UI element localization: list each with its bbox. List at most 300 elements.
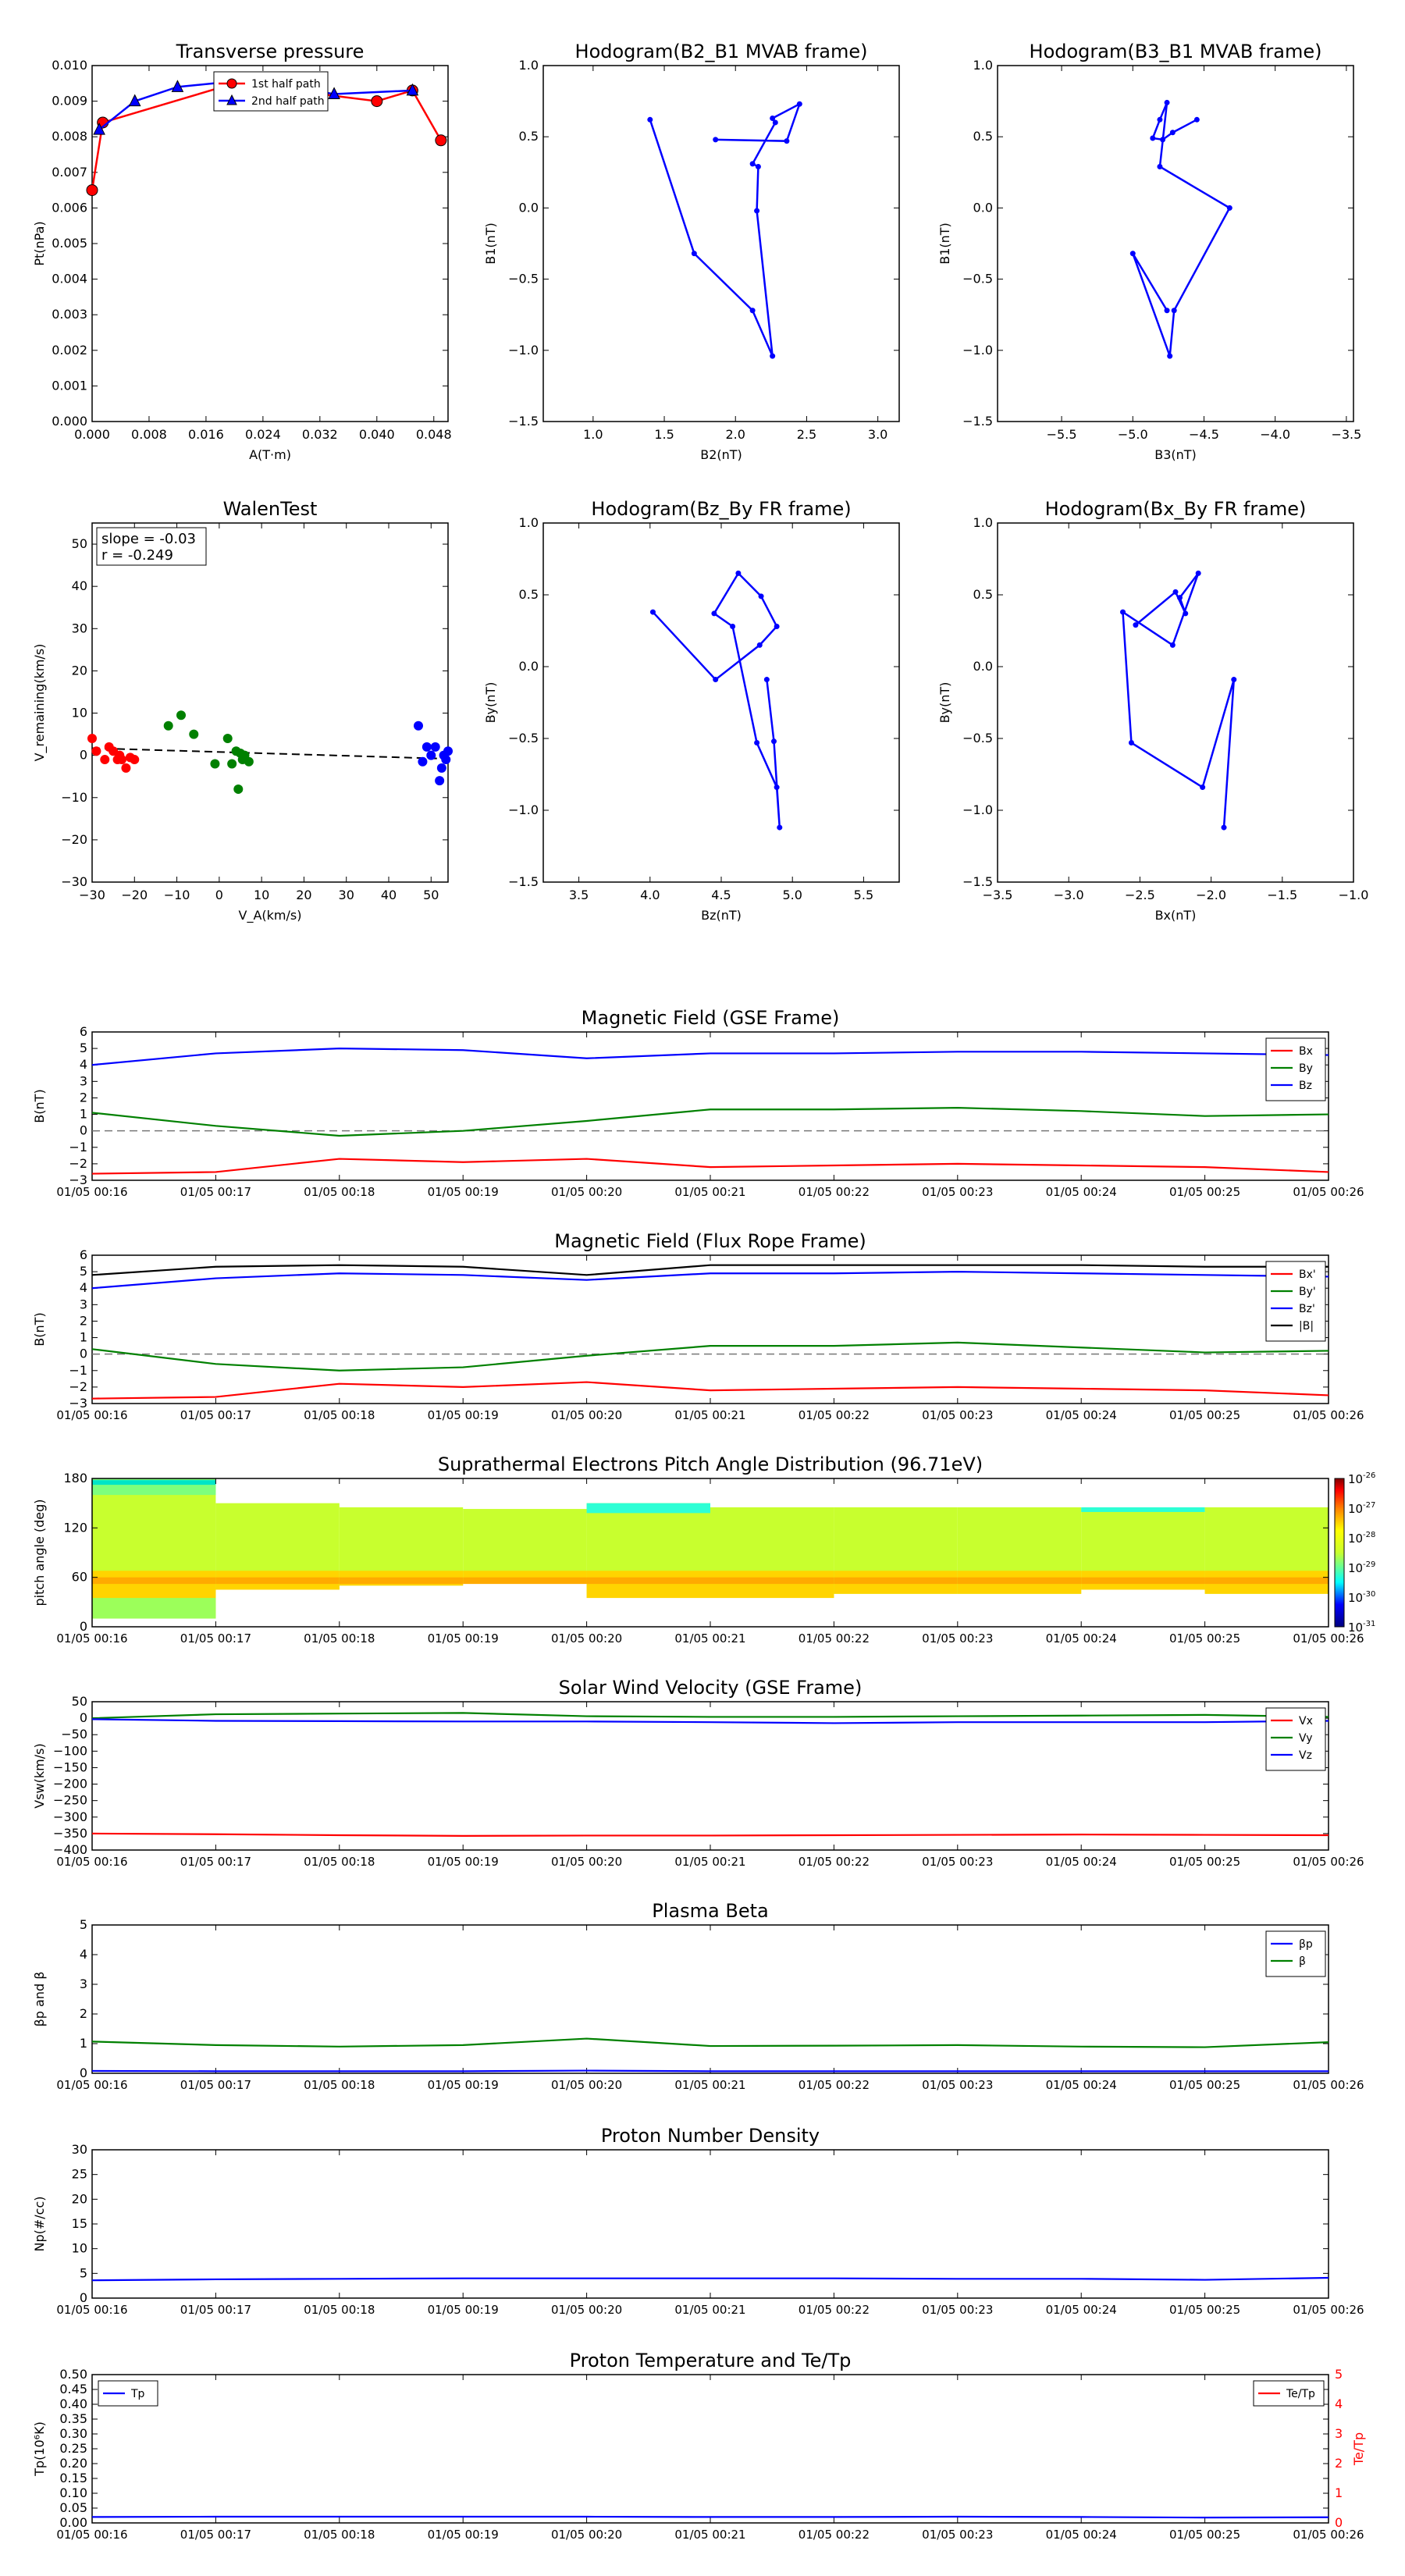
beta-legend-box xyxy=(1266,1931,1325,1976)
hodo4-marker xyxy=(1173,589,1179,595)
walen-ytick-label: 0 xyxy=(79,747,87,763)
mag_fr-ytick-label: 0 xyxy=(79,1346,87,1361)
walen-point xyxy=(117,755,126,764)
hodo3-marker xyxy=(713,677,718,682)
hodo4-marker xyxy=(1183,610,1188,616)
tp-time-label: 01/05 00:23 xyxy=(922,2528,994,2542)
hodo4-xtick-label: −1.0 xyxy=(1338,888,1369,902)
hodo4-ytick-label: 1.0 xyxy=(973,515,993,530)
tp-ytick-label: 0.15 xyxy=(59,2471,87,2485)
vsw-series-Vy xyxy=(92,1713,1329,1718)
hodo1-xlabel: B2(nT) xyxy=(700,447,742,462)
hodo2-axes-frame xyxy=(998,66,1353,422)
vsw-time-label: 01/05 00:21 xyxy=(674,1855,746,1869)
mag_fr-time-label: 01/05 00:25 xyxy=(1168,1408,1241,1422)
hodo3-ytick-label: 1.0 xyxy=(518,515,539,530)
mag_gse-time-label: 01/05 00:19 xyxy=(427,1185,499,1199)
vsw-title: Solar Wind Velocity (GSE Frame) xyxy=(558,1677,863,1699)
vsw-ytick-label: −50 xyxy=(61,1727,87,1742)
hodo3-ylabel: By(nT) xyxy=(483,681,498,724)
vsw-ytick-label: −100 xyxy=(53,1743,87,1759)
walen-ytick-label: −30 xyxy=(61,874,87,889)
vsw-legend-label: Vy xyxy=(1299,1732,1313,1745)
walen-ytick-label: 50 xyxy=(71,536,87,552)
transverse-ytick-label: 0.010 xyxy=(52,58,87,73)
pad-ylabel: pitch angle (deg) xyxy=(32,1499,47,1606)
pad-cell xyxy=(92,1578,215,1584)
vsw-ytick-label: 0 xyxy=(79,1710,87,1726)
vsw-axes-frame xyxy=(92,1702,1329,1850)
pad-cell xyxy=(587,1578,710,1584)
np-ytick-label: 25 xyxy=(71,2166,87,2182)
beta-ytick-label: 0 xyxy=(79,2065,87,2080)
hodo2-ytick-label: 1.0 xyxy=(973,58,993,73)
walen-xtick-label: 0 xyxy=(215,888,223,902)
hodo2-marker xyxy=(1165,100,1170,105)
transverse-ylabel: Pt(nPa) xyxy=(32,221,47,266)
hodo4-ytick-label: 0.0 xyxy=(973,659,993,674)
hodo2-series-line xyxy=(1133,102,1229,356)
hodo2-marker xyxy=(1194,117,1200,123)
mag_gse-time-label: 01/05 00:25 xyxy=(1168,1185,1241,1199)
mag_gse-ytick-label: −2 xyxy=(69,1155,87,1171)
mag_gse-ytick-label: 0 xyxy=(79,1123,87,1138)
hodo1-marker xyxy=(770,116,775,121)
walen-point xyxy=(431,742,440,752)
pad-ytick-label: 120 xyxy=(63,1520,87,1535)
walen-point xyxy=(418,757,427,767)
tp-ytick-label: 0.30 xyxy=(59,2426,87,2441)
tp-ytick-label: 0.05 xyxy=(59,2500,87,2515)
mag_fr-time-label: 01/05 00:19 xyxy=(427,1408,499,1422)
vsw-legend-label: Vz xyxy=(1299,1749,1312,1762)
pad-colorbar xyxy=(1335,1478,1344,1627)
pad-colorbar-tick-label: 10 xyxy=(1348,1591,1364,1605)
hodo3-xtick-label: 5.5 xyxy=(853,888,874,902)
hodo4-ytick-label: −1.5 xyxy=(962,874,993,889)
hodo3-series-line xyxy=(653,573,779,827)
np-time-label: 01/05 00:22 xyxy=(798,2303,870,2317)
mag_gse-legend-label: By xyxy=(1299,1062,1313,1075)
pad-time-label: 01/05 00:22 xyxy=(798,1631,870,1646)
hodo2-xtick-label: −5.5 xyxy=(1046,427,1077,442)
hodo3-marker xyxy=(735,571,741,576)
pad-cell xyxy=(340,1578,463,1584)
beta-time-label: 01/05 00:16 xyxy=(56,2078,128,2092)
walen-xtick-label: 20 xyxy=(296,888,312,902)
mag_fr-ytick-label: 2 xyxy=(79,1313,87,1329)
tp-right-ytick-label: 3 xyxy=(1335,2426,1343,2441)
mag_gse-ytick-label: −3 xyxy=(69,1172,87,1187)
beta-series-β xyxy=(92,2039,1329,2048)
hodo2-marker xyxy=(1170,130,1176,135)
hodo1-ytick-label: −1.0 xyxy=(508,342,539,358)
beta-ytick-label: 1 xyxy=(79,2036,87,2051)
hodo1-marker xyxy=(750,161,756,166)
hodo3-marker xyxy=(730,624,735,629)
mag_fr-ytick-label: −2 xyxy=(69,1379,87,1394)
mag_fr-time-label: 01/05 00:23 xyxy=(922,1408,994,1422)
walen-axes-frame xyxy=(92,523,448,882)
transverse-xtick-label: 0.024 xyxy=(244,427,281,442)
walen-point xyxy=(91,746,101,756)
tp-ytick-label: 0.20 xyxy=(59,2456,87,2471)
vsw-time-label: 01/05 00:20 xyxy=(550,1855,623,1869)
tp-time-label: 01/05 00:17 xyxy=(180,2528,252,2542)
mag_fr-time-label: 01/05 00:18 xyxy=(304,1408,375,1422)
transverse-ytick-label: 0.002 xyxy=(52,342,87,358)
hodo1-marker xyxy=(797,101,802,107)
hodo4-marker xyxy=(1120,610,1126,615)
np-ytick-label: 0 xyxy=(79,2290,87,2305)
mag_gse-time-label: 01/05 00:26 xyxy=(1293,1185,1364,1199)
beta-ylabel: βp and β xyxy=(32,1971,47,2027)
hodo2-marker xyxy=(1172,308,1177,313)
beta-ytick-label: 5 xyxy=(79,1917,87,1932)
hodo4-marker xyxy=(1133,622,1138,628)
mag_gse-ytick-label: −1 xyxy=(69,1139,87,1155)
beta-ytick-label: 2 xyxy=(79,2006,87,2021)
hodo1-marker xyxy=(770,354,775,359)
walen-fit-line xyxy=(92,748,448,759)
pad-cell xyxy=(92,1598,215,1618)
tp-time-label: 01/05 00:20 xyxy=(550,2528,623,2542)
vsw-ytick-label: −400 xyxy=(53,1842,87,1857)
transverse-marker xyxy=(87,185,98,196)
pad-ytick-label: 60 xyxy=(71,1569,87,1585)
hodo1-axes-frame xyxy=(543,66,899,422)
mag_gse-title: Magnetic Field (GSE Frame) xyxy=(581,1007,840,1029)
np-ylabel: Np(#/cc) xyxy=(32,2196,47,2252)
mag_gse-time-label: 01/05 00:20 xyxy=(550,1185,623,1199)
mag_fr-time-label: 01/05 00:24 xyxy=(1045,1408,1117,1422)
walen-ytick-label: −10 xyxy=(61,789,87,805)
mag_fr-ylabel: B(nT) xyxy=(32,1312,47,1347)
transverse-ytick-label: 0.000 xyxy=(52,414,87,429)
np-ytick-label: 5 xyxy=(79,2265,87,2281)
mag_fr-series-Bz' xyxy=(92,1272,1329,1288)
np-time-label: 01/05 00:21 xyxy=(674,2303,746,2317)
hodo1-ytick-label: 0.0 xyxy=(518,200,539,215)
hodo3-xtick-label: 5.0 xyxy=(782,888,802,902)
hodo3-xtick-label: 4.5 xyxy=(711,888,731,902)
mag_fr-series-By' xyxy=(92,1343,1329,1371)
walen-xtick-label: 10 xyxy=(253,888,270,902)
mag_gse-legend-label: Bx xyxy=(1299,1045,1313,1058)
vsw-series-Vx xyxy=(92,1834,1329,1836)
tp-ytick-label: 0.40 xyxy=(59,2396,87,2411)
tp-ytick-label: 0.50 xyxy=(59,2367,87,2382)
np-time-label: 01/05 00:25 xyxy=(1168,2303,1241,2317)
transverse-title: Transverse pressure xyxy=(176,41,365,62)
mag_gse-series-By xyxy=(92,1108,1329,1136)
walen-point xyxy=(441,755,450,764)
beta-time-label: 01/05 00:19 xyxy=(427,2078,499,2092)
walen-point xyxy=(443,746,453,756)
hodo3-ytick-label: −0.5 xyxy=(508,731,539,745)
tp-ytick-label: 0.00 xyxy=(59,2515,87,2530)
mag_gse-series-Bz xyxy=(92,1048,1329,1065)
walen-xtick-label: 50 xyxy=(423,888,439,902)
hodo4-series-line xyxy=(1123,573,1234,827)
walen-point xyxy=(233,785,243,794)
hodo1-marker xyxy=(750,308,756,313)
hodo1-xtick-label: 1.0 xyxy=(583,427,603,442)
walen-ytick-label: 30 xyxy=(71,621,87,636)
vsw-ytick-label: −300 xyxy=(53,1809,87,1824)
walen-slope-label: slope = -0.03 xyxy=(101,531,196,547)
tp-legend-label: Tp xyxy=(131,2388,145,2400)
hodo3-xtick-label: 3.5 xyxy=(568,888,589,902)
beta-time-label: 01/05 00:26 xyxy=(1293,2078,1364,2092)
mag_fr-axes-frame xyxy=(92,1255,1329,1404)
mag_fr-ytick-label: 6 xyxy=(79,1247,87,1262)
hodo1-marker xyxy=(754,208,759,214)
pad-time-label: 01/05 00:26 xyxy=(1293,1631,1364,1646)
beta-time-label: 01/05 00:23 xyxy=(922,2078,994,2092)
hodo4-ytick-label: −1.0 xyxy=(962,802,993,817)
tp-time-label: 01/05 00:16 xyxy=(56,2528,128,2542)
mag_gse-time-label: 01/05 00:18 xyxy=(304,1185,375,1199)
hodo3-xlabel: Bz(nT) xyxy=(701,908,742,923)
hodo2-xlabel: B3(nT) xyxy=(1154,447,1197,462)
pad-cell xyxy=(215,1578,339,1584)
walen-point xyxy=(87,734,97,743)
mag_gse-ytick-label: 5 xyxy=(79,1041,87,1056)
hodo1-ytick-label: 0.5 xyxy=(518,129,539,144)
hodo1-marker xyxy=(756,164,761,169)
np-time-label: 01/05 00:16 xyxy=(56,2303,128,2317)
mag_fr-ytick-label: 4 xyxy=(79,1280,87,1296)
vsw-time-label: 01/05 00:23 xyxy=(922,1855,994,1869)
hodo4-xtick-label: −2.5 xyxy=(1124,888,1155,902)
hodo3-xtick-label: 4.0 xyxy=(640,888,660,902)
hodo3-marker xyxy=(711,610,717,616)
transverse-ytick-label: 0.007 xyxy=(52,164,87,180)
pad-cell xyxy=(834,1578,957,1584)
tp-right-ytick-label: 1 xyxy=(1335,2485,1343,2500)
walen-point xyxy=(130,755,139,764)
pad-time-label: 01/05 00:16 xyxy=(56,1631,128,1646)
mag_fr-legend-label: By' xyxy=(1299,1286,1316,1298)
hodo3-ytick-label: 0.0 xyxy=(518,659,539,674)
walen-point xyxy=(223,734,233,743)
tp-time-label: 01/05 00:21 xyxy=(674,2528,746,2542)
mag_gse-time-label: 01/05 00:24 xyxy=(1045,1185,1117,1199)
hodo1-xtick-label: 3.0 xyxy=(867,427,888,442)
hodo1-ytick-label: −0.5 xyxy=(508,271,539,286)
pad-colorbar-tick-label: 10 xyxy=(1348,1621,1364,1635)
pad-colorbar-tick-exponent: -31 xyxy=(1363,1620,1376,1628)
vsw-time-label: 01/05 00:22 xyxy=(798,1855,870,1869)
mag_gse-time-label: 01/05 00:23 xyxy=(922,1185,994,1199)
mag_gse-series-Bx xyxy=(92,1159,1329,1174)
hodo2-marker xyxy=(1165,308,1170,313)
hodo4-marker xyxy=(1231,677,1236,682)
legend-marker xyxy=(227,79,237,88)
pad-time-label: 01/05 00:24 xyxy=(1045,1631,1117,1646)
transverse-xtick-label: 0.032 xyxy=(301,427,338,442)
mag_fr-ytick-label: −1 xyxy=(69,1362,87,1378)
pad-colorbar-tick-exponent: -27 xyxy=(1363,1501,1376,1510)
walen-ytick-label: 20 xyxy=(71,663,87,678)
tp-right-ytick-label: 4 xyxy=(1335,2396,1343,2411)
walen-r-label: r = -0.249 xyxy=(101,547,173,564)
hodo2-ytick-label: −1.0 xyxy=(962,342,993,358)
transverse-ytick-label: 0.001 xyxy=(52,378,87,393)
hodo3-marker xyxy=(774,785,780,790)
tp-time-label: 01/05 00:26 xyxy=(1293,2528,1364,2542)
hodo2-marker xyxy=(1150,136,1155,141)
transverse-xtick-label: 0.008 xyxy=(131,427,167,442)
hodo3-marker xyxy=(777,825,782,831)
hodo4-marker xyxy=(1222,825,1227,831)
walen-point xyxy=(435,776,444,785)
vsw-time-label: 01/05 00:19 xyxy=(427,1855,499,1869)
transverse-ytick-label: 0.006 xyxy=(52,200,87,215)
pad-colorbar-tick-label: 10 xyxy=(1348,1532,1364,1546)
pad-cell xyxy=(1205,1578,1329,1584)
hodo3-marker xyxy=(759,593,764,599)
np-series-Np xyxy=(92,2278,1329,2280)
np-time-label: 01/05 00:26 xyxy=(1293,2303,1364,2317)
hodo1-title: Hodogram(B2_B1 MVAB frame) xyxy=(574,41,868,62)
pad-cell xyxy=(958,1578,1081,1584)
np-ytick-label: 30 xyxy=(71,2142,87,2157)
hodo2-marker xyxy=(1157,164,1162,169)
mag_fr-legend-label: |B| xyxy=(1299,1320,1314,1332)
walen-title: WalenTest xyxy=(222,498,318,520)
walen-ytick-label: −20 xyxy=(61,831,87,847)
transverse-xtick-label: 0.040 xyxy=(358,427,395,442)
pad-time-label: 01/05 00:18 xyxy=(304,1631,375,1646)
hodo2-ytick-label: 0.5 xyxy=(973,129,993,144)
walen-xtick-label: 40 xyxy=(380,888,397,902)
hodo3-ytick-label: 0.5 xyxy=(518,587,539,602)
pad-ytick-label: 0 xyxy=(79,1619,87,1634)
tp-right-ytick-label: 5 xyxy=(1335,2367,1343,2382)
walen-point xyxy=(210,759,219,768)
tp-ytick-label: 0.35 xyxy=(59,2411,87,2426)
hodo2-xtick-label: −4.0 xyxy=(1260,427,1291,442)
pad-cell xyxy=(710,1571,834,1598)
tp-right-legend-label: Te/Tp xyxy=(1286,2388,1315,2400)
mag_gse-ytick-label: 2 xyxy=(79,1090,87,1105)
hodo3-marker xyxy=(774,624,780,629)
hodo3-marker xyxy=(757,642,763,648)
walen-point xyxy=(176,710,186,720)
np-time-label: 01/05 00:19 xyxy=(427,2303,499,2317)
pad-time-label: 01/05 00:17 xyxy=(180,1631,252,1646)
beta-legend-label: βp xyxy=(1299,1938,1313,1951)
hodo3-ytick-label: −1.0 xyxy=(508,802,539,817)
np-time-label: 01/05 00:17 xyxy=(180,2303,252,2317)
hodo2-marker xyxy=(1227,205,1232,211)
hodo1-marker xyxy=(784,138,789,144)
hodo4-xtick-label: −1.5 xyxy=(1267,888,1298,902)
walen-xtick-label: −30 xyxy=(79,888,105,902)
tp-right-ylabel: Te/Tp xyxy=(1351,2432,1366,2466)
tp-right-ytick-label: 0 xyxy=(1335,2515,1343,2530)
pad-cell xyxy=(92,1480,215,1485)
mag_gse-time-label: 01/05 00:16 xyxy=(56,1185,128,1199)
vsw-ytick-label: −250 xyxy=(53,1792,87,1808)
pad-cell xyxy=(463,1578,586,1584)
tp-ytick-label: 0.10 xyxy=(59,2485,87,2500)
hodo4-marker xyxy=(1177,595,1183,600)
hodo4-ylabel: By(nT) xyxy=(937,681,952,724)
walen-point xyxy=(100,755,109,764)
walen-point xyxy=(437,763,446,773)
pad-title: Suprathermal Electrons Pitch Angle Distribution (96.71eV) xyxy=(437,1453,984,1475)
beta-time-label: 01/05 00:17 xyxy=(180,2078,252,2092)
hodo3-marker xyxy=(771,738,777,744)
mag_fr-ytick-label: 1 xyxy=(79,1329,87,1345)
walen-xlabel: V_A(km/s) xyxy=(238,908,302,923)
hodo4-axes-frame xyxy=(998,523,1353,882)
vsw-legend-box xyxy=(1266,1708,1325,1770)
hodo4-xtick-label: −3.5 xyxy=(982,888,1013,902)
hodo2-marker xyxy=(1167,354,1172,359)
beta-time-label: 01/05 00:20 xyxy=(550,2078,623,2092)
hodo2-marker xyxy=(1157,117,1162,123)
tp-right-ytick-label: 2 xyxy=(1335,2456,1343,2471)
pad-ytick-label: 180 xyxy=(63,1471,87,1485)
mag_fr-legend-label: Bx' xyxy=(1299,1268,1316,1281)
hodo3-axes-frame xyxy=(543,523,899,882)
pad-time-label: 01/05 00:23 xyxy=(922,1631,994,1646)
hodo4-marker xyxy=(1170,642,1176,648)
mag_gse-time-label: 01/05 00:17 xyxy=(180,1185,252,1199)
mag_gse-time-label: 01/05 00:22 xyxy=(798,1185,870,1199)
pad-cell xyxy=(463,1509,586,1582)
tp-title: Proton Temperature and Te/Tp xyxy=(569,2350,852,2371)
mag_fr-ytick-label: 3 xyxy=(79,1297,87,1312)
transverse-xtick-label: 0.016 xyxy=(188,427,224,442)
walen-point xyxy=(414,721,423,731)
beta-time-label: 01/05 00:25 xyxy=(1168,2078,1241,2092)
vsw-time-label: 01/05 00:26 xyxy=(1293,1855,1364,1869)
mag_fr-series-Bx' xyxy=(92,1382,1329,1399)
walen-point xyxy=(189,730,198,739)
np-axes-frame xyxy=(92,2150,1329,2298)
hodo1-ytick-label: 1.0 xyxy=(518,58,539,73)
vsw-ylabel: Vsw(km/s) xyxy=(32,1743,47,1809)
tp-axes-frame xyxy=(92,2375,1329,2523)
mag_gse-legend-label: Bz xyxy=(1299,1080,1312,1092)
hodo1-marker xyxy=(713,137,718,142)
pad-cell xyxy=(587,1503,710,1514)
beta-ytick-label: 4 xyxy=(79,1947,87,1962)
mag_gse-time-label: 01/05 00:21 xyxy=(674,1185,746,1199)
hodo4-ytick-label: 0.5 xyxy=(973,587,993,602)
walen-point xyxy=(426,751,436,760)
hodo2-xtick-label: −3.5 xyxy=(1331,427,1362,442)
hodo3-ytick-label: −1.5 xyxy=(508,874,539,889)
tp-time-label: 01/05 00:24 xyxy=(1045,2528,1117,2542)
walen-xtick-label: −20 xyxy=(121,888,148,902)
mag_fr-ytick-label: −3 xyxy=(69,1396,87,1411)
np-ytick-label: 15 xyxy=(71,2216,87,2231)
pad-time-label: 01/05 00:21 xyxy=(674,1631,746,1646)
legend-label: 2nd half path xyxy=(251,95,325,108)
np-title: Proton Number Density xyxy=(600,2125,820,2147)
vsw-series-Vz xyxy=(92,1719,1329,1723)
vsw-ytick-label: 50 xyxy=(71,1694,87,1709)
beta-title: Plasma Beta xyxy=(652,1900,769,1922)
transverse-xlabel: A(T·m) xyxy=(249,447,291,462)
transverse-ytick-label: 0.008 xyxy=(52,129,87,144)
